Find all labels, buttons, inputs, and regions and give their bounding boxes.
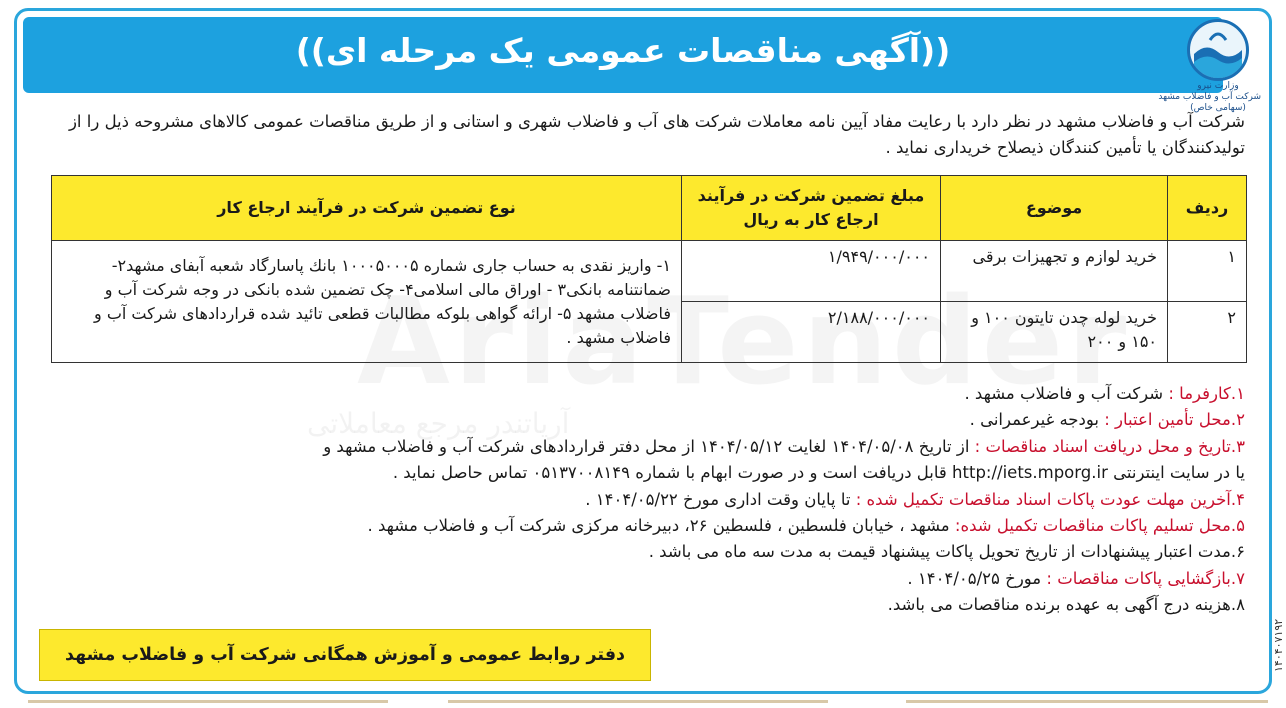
condition-label: ۲.محل تأمین اعتبار : <box>1104 410 1245 430</box>
condition-item <box>45 513 1245 539</box>
intro-paragraph: شرکت آب و فاضلاب مشهد در نظر دارد با رعایت مفاد آیین نامه معاملات شرکت های آب و فاضلاب شهری و استانی و از طریق مناقصات عمومی کالاهای مشروحه ذیل را از تولیدکنندگان یا تأمین کنندگان ذیصلاح خریداری نماید . <box>68 112 1245 157</box>
condition-item <box>45 460 1245 486</box>
header-guarantee-type: نوع تضمین شرکت در فرآیند ارجاع کار <box>52 176 682 241</box>
logo-company: شرکت آب و فاضلاب مشهد <box>1158 92 1261 102</box>
logo-ministry: وزارت نیرو <box>1197 81 1239 91</box>
table-header-row <box>52 176 1247 241</box>
notice-code: ۱۴۰۴۰۷۱۹۲ <box>1272 618 1285 672</box>
condition-text: ۶.مدت اعتبار پیشنهادات از تاریخ تحویل پاکات پیشنهاد قیمت به مدت سه ماه می باشد . <box>648 542 1245 562</box>
title-banner <box>23 17 1223 93</box>
condition-text: مشهد ، خیابان فلسطین ، فلسطین ۲۶، دبیرخانه مرکزی شرکت آب و فاضلاب مشهد . <box>367 516 955 536</box>
guarantee-type-cell: ۱- واریز نقدی به حساب جاری شماره ۱۰۰۰۵۰۰۰۵ بانك پاسارگاد شعبه آبفای مشهد۲- ضمانتنامه بانکی۳ - اوراق مالی اسلامی۴- چک تضمین شده بانکی در وجه شرکت آب و فاضلاب مشهد ۵- ارائه گواهی بلوکه مطالبات قطعی تائید شده قراردادهای شرکت آب و فاضلاب مشهد . <box>52 241 682 363</box>
condition-text: تا پایان وقت اداری مورخ ۱۴۰۴/۰۵/۲۲ . <box>585 489 856 509</box>
header-amount: مبلغ تضمین شرکت در فرآیند ارجاع کار به ریال <box>682 176 941 241</box>
water-drop-icon <box>1187 19 1249 81</box>
row-amount: ۱/۹۴۹/۰۰۰/۰۰۰ <box>682 241 941 302</box>
row-amount: ۲/۱۸۸/۰۰۰/۰۰۰ <box>682 302 941 363</box>
condition-item <box>45 592 1245 618</box>
condition-item <box>45 407 1245 433</box>
company-logo <box>1158 19 1261 115</box>
tender-table <box>51 175 1247 363</box>
row-no: ۲ <box>1168 302 1247 363</box>
divider <box>906 700 1268 703</box>
condition-item <box>45 487 1245 513</box>
condition-text: یا در سایت اینترنتی http://iets.mporg.ir قابل دریافت است و در صورت ابهام با شماره ۰۵۱۳۷۰۰۸۱۴۹ تماس حاصل نماید . <box>392 463 1245 483</box>
conditions-list <box>45 381 1245 619</box>
divider <box>28 700 388 703</box>
condition-text: مورخ ۱۴۰۴/۰۵/۲۵ . <box>907 568 1047 588</box>
condition-item <box>45 539 1245 565</box>
condition-text: از تاریخ ۱۴۰۴/۰۵/۰۸ لغایت ۱۴۰۴/۰۵/۱۲ از محل دفتر قراردادهای شرکت آب و فاضلاب مشهد و <box>323 436 975 456</box>
condition-label: ۵.محل تسلیم پاکات مناقصات تکمیل شده: <box>954 516 1245 536</box>
row-subject: خرید لوازم و تجهیزات برقی <box>941 241 1168 302</box>
notice-frame <box>14 8 1272 694</box>
condition-text: ۸.هزینه درج آگهی به عهده برنده مناقصات می باشد. <box>887 595 1245 615</box>
header-subject: موضوع <box>941 176 1168 241</box>
notice-title: ((آگهی مناقصات عمومی یک مرحله ای)) <box>295 31 951 70</box>
condition-label: ۳.تاریخ و محل دریافت اسناد مناقصات : <box>974 436 1245 456</box>
watermark-subtitle: آریاتندر مرجع معاملاتی <box>307 407 570 440</box>
condition-text: بودجه غیرعمرانی . <box>969 410 1105 430</box>
row-subject: خرید لوله چدن تایتون ۱۰۰ و ۱۵۰ و ۲۰۰ <box>941 302 1168 363</box>
logo-type: (سهامی خاص) <box>1190 103 1246 113</box>
public-relations-footer: دفتر روابط عمومی و آموزش همگانی شرکت آب و فاضلاب مشهد <box>39 629 651 681</box>
condition-text: شرکت آب و فاضلاب مشهد . <box>964 384 1169 403</box>
condition-item <box>45 381 1245 407</box>
condition-item <box>45 434 1245 460</box>
header-row-no: ردیف <box>1168 176 1247 241</box>
condition-label: ۴.آخرین مهلت عودت پاکات اسناد مناقصات تکمیل شده : <box>855 489 1245 509</box>
table-row <box>52 241 1247 302</box>
divider <box>448 700 828 703</box>
row-no: ۱ <box>1168 241 1247 302</box>
condition-label: ۱.کارفرما : <box>1168 384 1245 403</box>
condition-item <box>45 566 1245 592</box>
condition-label: ۷.بازگشایی پاکات مناقصات : <box>1046 568 1245 588</box>
